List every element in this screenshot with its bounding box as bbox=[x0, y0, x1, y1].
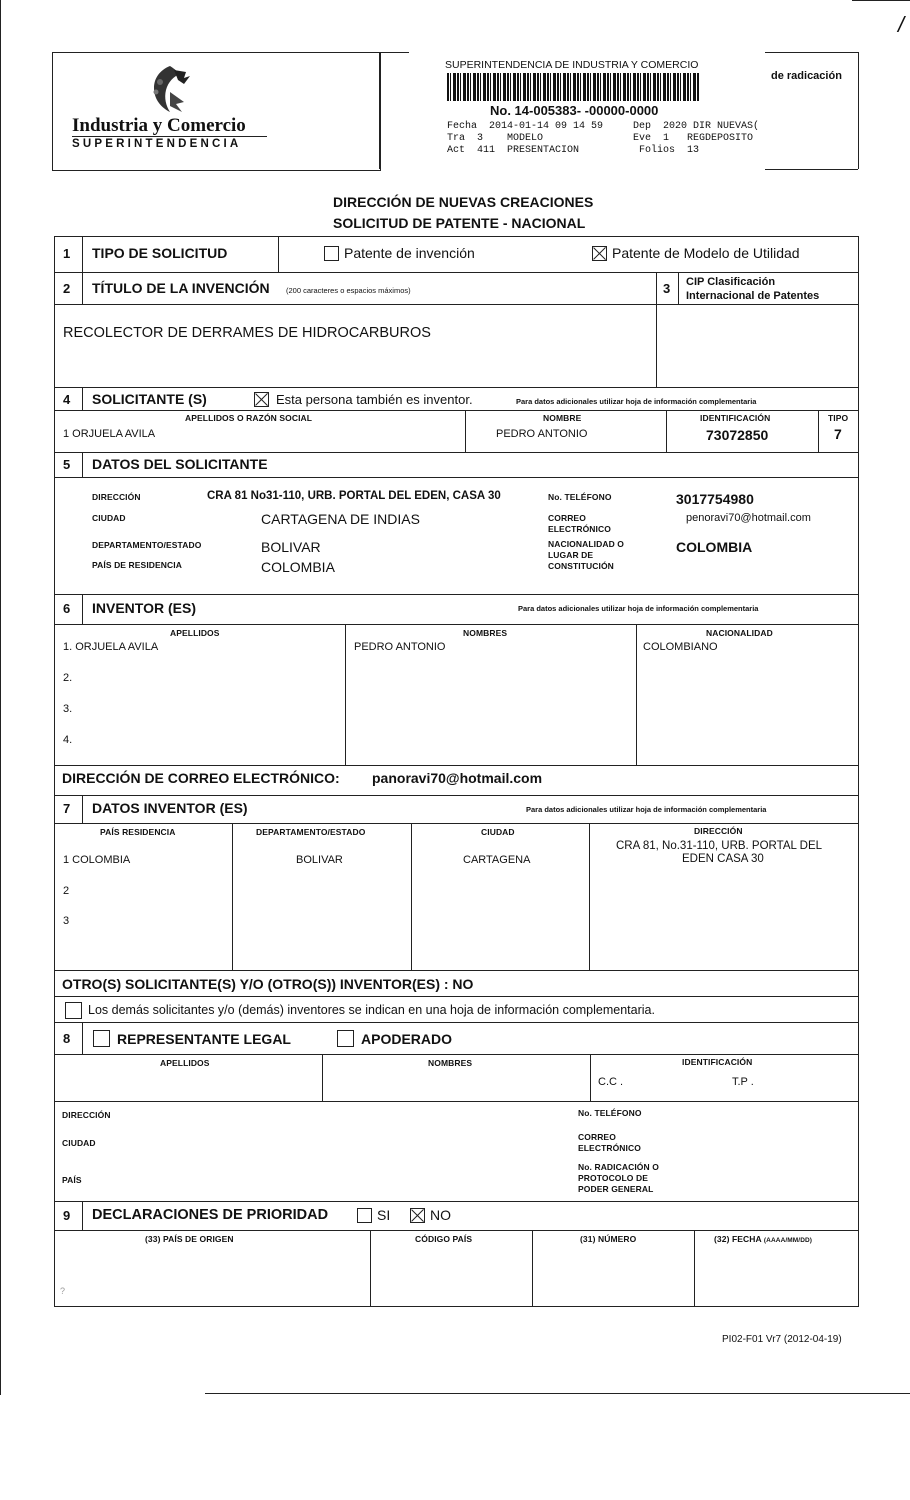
titulo-invencion-value: RECOLECTOR DE DERRAMES DE HIDROCARBUROS bbox=[63, 325, 431, 341]
s6-top bbox=[54, 594, 859, 595]
s5-nac-label-2: LUGAR DE bbox=[548, 550, 594, 560]
s8-cc-label: C.C . bbox=[598, 1076, 624, 1088]
s9-col-div-1 bbox=[370, 1230, 371, 1306]
bottom-rule bbox=[205, 1393, 910, 1394]
s8-num-div bbox=[82, 1022, 83, 1054]
s8-number: 8 bbox=[63, 1031, 71, 1046]
s6-header-bottom bbox=[54, 624, 859, 625]
otros-label: OTRO(S) SOLICITANTE(S) Y/O (OTRO(S)) INVENTOR(ES) : NO bbox=[62, 976, 474, 992]
s5-top bbox=[54, 452, 859, 453]
prioridad-si-checkbox[interactable] bbox=[357, 1208, 372, 1223]
solicitante-es-inventor-checkbox[interactable] bbox=[254, 392, 269, 407]
patente-invencion-label: Patente de invención bbox=[344, 245, 475, 261]
stamp-line-1: Fecha 2014-01-14 09 14 59 Dep 2020 DIR NUEVAS( bbox=[447, 121, 760, 132]
s9-number: 9 bbox=[63, 1208, 71, 1223]
s7-col-div-3 bbox=[589, 823, 590, 970]
logo-subtitle: SUPERINTENDENCIA bbox=[72, 138, 242, 150]
stamp-org: SUPERINTENDENCIA DE INDUSTRIA Y COMERCIO bbox=[445, 59, 699, 71]
form-bottom bbox=[54, 1306, 859, 1307]
s7-col-depto: DEPARTAMENTO/ESTADO bbox=[256, 827, 366, 837]
s3-num-div bbox=[678, 272, 679, 304]
s7-label: DATOS INVENTOR (ES) bbox=[92, 800, 248, 816]
s5-number: 5 bbox=[63, 457, 71, 472]
s6-label: INVENTOR (ES) bbox=[92, 600, 196, 616]
s1-top bbox=[54, 236, 859, 237]
inventor-row-1-nombres: PEDRO ANTONIO bbox=[354, 641, 446, 653]
page-number-mark: / bbox=[898, 12, 905, 37]
patente-modelo-utilidad-checkbox[interactable] bbox=[592, 246, 607, 261]
representante-legal-checkbox[interactable] bbox=[93, 1030, 110, 1047]
email-label: DIRECCIÓN DE CORREO ELECTRÓNICO: bbox=[62, 770, 340, 786]
barcode bbox=[447, 73, 699, 101]
s5-correo-label-2: ELECTRÓNICO bbox=[548, 524, 611, 534]
s4-top bbox=[54, 387, 859, 388]
s8-col-nombres: NOMBRES bbox=[428, 1058, 473, 1068]
s8-correo-label-1: CORREO bbox=[578, 1132, 616, 1142]
top-right-rule bbox=[852, 0, 910, 1]
left-page-edge bbox=[0, 0, 1, 1395]
s8-rad-label-1: No. RADICACIÓN O bbox=[578, 1162, 659, 1172]
s9-col-codigo: CÓDIGO PAÍS bbox=[415, 1234, 473, 1244]
s9-stray-mark: ? bbox=[60, 1286, 66, 1296]
form-right-border bbox=[858, 236, 859, 1306]
s5-num-div bbox=[82, 452, 83, 477]
otros-mid bbox=[54, 996, 859, 997]
s8-tp-label: T.P . bbox=[732, 1076, 754, 1088]
s1-label-div bbox=[278, 236, 279, 272]
s6-col-div-2 bbox=[636, 624, 637, 765]
s7-top bbox=[54, 795, 859, 796]
prioridad-si-label: SI bbox=[377, 1207, 391, 1223]
s7-header-bottom bbox=[54, 823, 859, 824]
s4-col-id: IDENTIFICACIÓN bbox=[700, 413, 771, 423]
s5-dir-value: CRA 81 No31-110, URB. PORTAL DEL EDEN, CASA 30 bbox=[207, 490, 501, 502]
s7-note: Para datos adicionales utilizar hoja de información complementaria bbox=[526, 805, 767, 814]
s5-nac-label-3: CONSTITUCIÓN bbox=[548, 561, 614, 571]
s3-label-2: Internacional de Patentes bbox=[686, 290, 820, 302]
sic-logo-icon bbox=[140, 62, 200, 120]
s5-depto-label: DEPARTAMENTO/ESTADO bbox=[92, 540, 202, 550]
inventor-row-1-nac: COLOMBIANO bbox=[643, 641, 718, 653]
s4-col-div-2 bbox=[666, 410, 667, 452]
s5-correo-label-1: CORREO bbox=[548, 513, 586, 523]
prioridad-no-checkbox[interactable] bbox=[410, 1208, 425, 1223]
s4-col-apellidos: APELLIDOS O RAZÓN SOCIAL bbox=[185, 413, 313, 423]
s2-top bbox=[54, 272, 859, 273]
s6-note: Para datos adicionales utilizar hoja de información complementaria bbox=[518, 604, 759, 613]
s7-row-3: 3 bbox=[63, 915, 70, 927]
s6-col-apellidos: APELLIDOS bbox=[170, 628, 220, 638]
form-left-border bbox=[54, 236, 55, 1306]
s2-number: 2 bbox=[63, 281, 71, 296]
s5-header-bottom bbox=[54, 477, 859, 478]
s4-col-div-3 bbox=[818, 410, 819, 452]
logo-box bbox=[52, 52, 381, 171]
s7-col-div-2 bbox=[411, 823, 412, 970]
s8-col-apellidos: APELLIDOS bbox=[160, 1058, 210, 1068]
s2-note: (200 caracteres o espacios máximos) bbox=[286, 286, 411, 295]
s8-rad-label-2: PROTOCOLO DE bbox=[578, 1173, 648, 1183]
s7-col-dir: DIRECCIÓN bbox=[694, 826, 743, 836]
s5-correo-value: penoravi70@hotmail.com bbox=[686, 512, 811, 524]
s7-row1-depto: BOLIVAR bbox=[296, 854, 343, 866]
s7-row1-dir-1: CRA 81, No.31-110, URB. PORTAL DEL bbox=[616, 840, 823, 852]
apoderado-checkbox[interactable] bbox=[337, 1030, 354, 1047]
s5-nac-value: COLOMBIA bbox=[676, 539, 753, 555]
s8-row-bottom bbox=[54, 1101, 859, 1102]
s8-ciudad-label: CIUDAD bbox=[62, 1138, 96, 1148]
s8-col-id: IDENTIFICACIÓN bbox=[682, 1057, 753, 1067]
s5-tel-value: 3017754980 bbox=[676, 491, 754, 507]
s7-num-div bbox=[82, 795, 83, 823]
s2-header-bottom bbox=[54, 304, 859, 305]
footer-code: PI02-F01 Vr7 (2012-04-19) bbox=[722, 1334, 842, 1345]
stamp-line-2: Tra 3 MODELO Eve 1 REGDEPOSITO bbox=[447, 133, 754, 144]
s1-label: TIPO DE SOLICITUD bbox=[92, 245, 228, 261]
s9-label: DECLARACIONES DE PRIORIDAD bbox=[92, 1207, 329, 1223]
solicitante-apellidos: 1 ORJUELA AVILA bbox=[63, 428, 156, 440]
representante-legal-label: REPRESENTANTE LEGAL bbox=[117, 1031, 291, 1047]
s8-tel-label: No. TELÉFONO bbox=[578, 1108, 642, 1118]
s7-col-ciudad: CIUDAD bbox=[481, 827, 515, 837]
s1-number: 1 bbox=[63, 246, 71, 261]
s8-col-div-1 bbox=[322, 1054, 323, 1101]
s8-header-bottom bbox=[54, 1054, 859, 1055]
s5-label: DATOS DEL SOLICITANTE bbox=[92, 456, 268, 472]
otros-top bbox=[54, 970, 859, 971]
s7-col-div-1 bbox=[232, 823, 233, 970]
s8-top bbox=[54, 1022, 859, 1023]
solicitante-tipo: 7 bbox=[834, 426, 842, 442]
s6-col-nombres: NOMBRES bbox=[463, 628, 508, 638]
prioridad-no-label: NO bbox=[430, 1207, 451, 1223]
s7-row1-dir-2: EDEN CASA 30 bbox=[682, 853, 764, 865]
s9-num-div bbox=[82, 1201, 83, 1230]
radicacion-top bbox=[765, 52, 858, 53]
inventor-row-3: 3. bbox=[63, 703, 73, 715]
solicitante-es-inventor-label: Esta persona también es inventor. bbox=[276, 392, 473, 407]
logo-box-extension bbox=[379, 52, 409, 53]
radicacion-right bbox=[858, 52, 859, 169]
s9-col-div-2 bbox=[532, 1230, 533, 1306]
s5-ciudad-label: CIUDAD bbox=[92, 513, 126, 523]
otros-checkbox-label: Los demás solicitantes y/o (demás) inventores se indican en una hoja de información complementaria. bbox=[88, 1003, 655, 1017]
s6-col-nac: NACIONALIDAD bbox=[706, 628, 773, 638]
s9-col-fecha-format: (AAAA/MM/DD) bbox=[763, 1237, 813, 1244]
form-title-2: SOLICITUD DE PATENTE - NACIONAL bbox=[333, 215, 586, 231]
patente-modelo-utilidad-label: Patente de Modelo de Utilidad bbox=[612, 245, 800, 261]
s9-col-fecha bbox=[714, 1234, 812, 1244]
s9-col-numero: (31) NÚMERO bbox=[580, 1234, 637, 1244]
logo-title: Industria y Comercio bbox=[72, 115, 246, 136]
s8-correo-label-2: ELECTRÓNICO bbox=[578, 1143, 641, 1153]
s7-number: 7 bbox=[63, 801, 71, 816]
inventor-row-1-apellidos: 1. ORJUELA AVILA bbox=[63, 641, 159, 653]
s4-number: 4 bbox=[63, 392, 71, 407]
s4-note: Para datos adicionales utilizar hoja de información complementaria bbox=[516, 397, 757, 406]
s8-pais-label: PAÍS bbox=[62, 1175, 82, 1185]
s5-ciudad-value: CARTAGENA DE INDIAS bbox=[261, 511, 420, 527]
s4-col-div-1 bbox=[465, 410, 466, 452]
s9-col-fecha-label: (32) FECHA bbox=[714, 1234, 762, 1244]
email-value: panoravi70@hotmail.com bbox=[372, 770, 543, 786]
s4-num-div bbox=[82, 387, 83, 411]
otros-checkbox[interactable] bbox=[65, 1002, 82, 1019]
s8-col-div-2 bbox=[590, 1054, 591, 1101]
apoderado-label: APODERADO bbox=[361, 1031, 453, 1047]
s7-row1-ciudad: CARTAGENA bbox=[463, 854, 531, 866]
patente-invencion-checkbox[interactable] bbox=[324, 246, 339, 261]
s1-num-div bbox=[82, 236, 83, 272]
s7-col-pais: PAÍS RESIDENCIA bbox=[100, 827, 176, 837]
s2-label: TÍTULO DE LA INVENCIÓN bbox=[92, 280, 270, 296]
s5-dir-label: DIRECCIÓN bbox=[92, 492, 141, 502]
s3-label-1: CIP Clasificación bbox=[686, 276, 776, 288]
stamp-number: No. 14-005383- -00000-0000 bbox=[490, 103, 659, 118]
s5-pais-label: PAÍS DE RESIDENCIA bbox=[92, 560, 182, 570]
s8-dir-label: DIRECCIÓN bbox=[62, 1110, 111, 1120]
s3-left-div bbox=[656, 272, 657, 387]
logo-box-divider bbox=[379, 52, 380, 169]
s7-row1-pais: 1 COLOMBIA bbox=[63, 854, 131, 866]
s8-rad-label-3: PODER GENERAL bbox=[578, 1184, 654, 1194]
email-line-top bbox=[54, 765, 859, 766]
logo-underline bbox=[72, 136, 267, 137]
s9-col-div-3 bbox=[694, 1230, 695, 1306]
s9-top bbox=[54, 1201, 859, 1202]
radicacion-bottom bbox=[765, 169, 858, 170]
solicitante-identificacion: 73072850 bbox=[706, 427, 769, 443]
s5-nac-label-1: NACIONALIDAD O bbox=[548, 539, 625, 549]
inventor-row-4: 4. bbox=[63, 734, 73, 746]
s4-header-bottom bbox=[54, 410, 859, 411]
s4-label: SOLICITANTE (S) bbox=[92, 391, 207, 407]
s6-num-div bbox=[82, 594, 83, 624]
s5-tel-label: No. TELÉFONO bbox=[548, 492, 612, 502]
s5-depto-value: BOLIVAR bbox=[261, 539, 321, 555]
radicacion-label: de radicación bbox=[771, 70, 842, 82]
s2-num-div bbox=[82, 272, 83, 304]
stamp-line-3: Act 411 PRESENTACION Folios 13 bbox=[447, 145, 700, 156]
s3-number: 3 bbox=[663, 281, 671, 296]
s6-col-div-1 bbox=[345, 624, 346, 765]
s6-number: 6 bbox=[63, 601, 71, 616]
solicitante-nombre: PEDRO ANTONIO bbox=[496, 428, 588, 440]
s5-pais-value: COLOMBIA bbox=[261, 559, 335, 575]
s4-col-nombre: NOMBRE bbox=[543, 413, 582, 423]
s9-col-pais: (33) PAÍS DE ORIGEN bbox=[145, 1234, 234, 1244]
form-title-1: DIRECCIÓN DE NUEVAS CREACIONES bbox=[333, 194, 594, 210]
s4-col-tipo: TIPO bbox=[828, 413, 849, 423]
s9-header-bottom bbox=[54, 1230, 859, 1231]
s7-row-2: 2 bbox=[63, 885, 70, 897]
inventor-row-2: 2. bbox=[63, 672, 73, 684]
